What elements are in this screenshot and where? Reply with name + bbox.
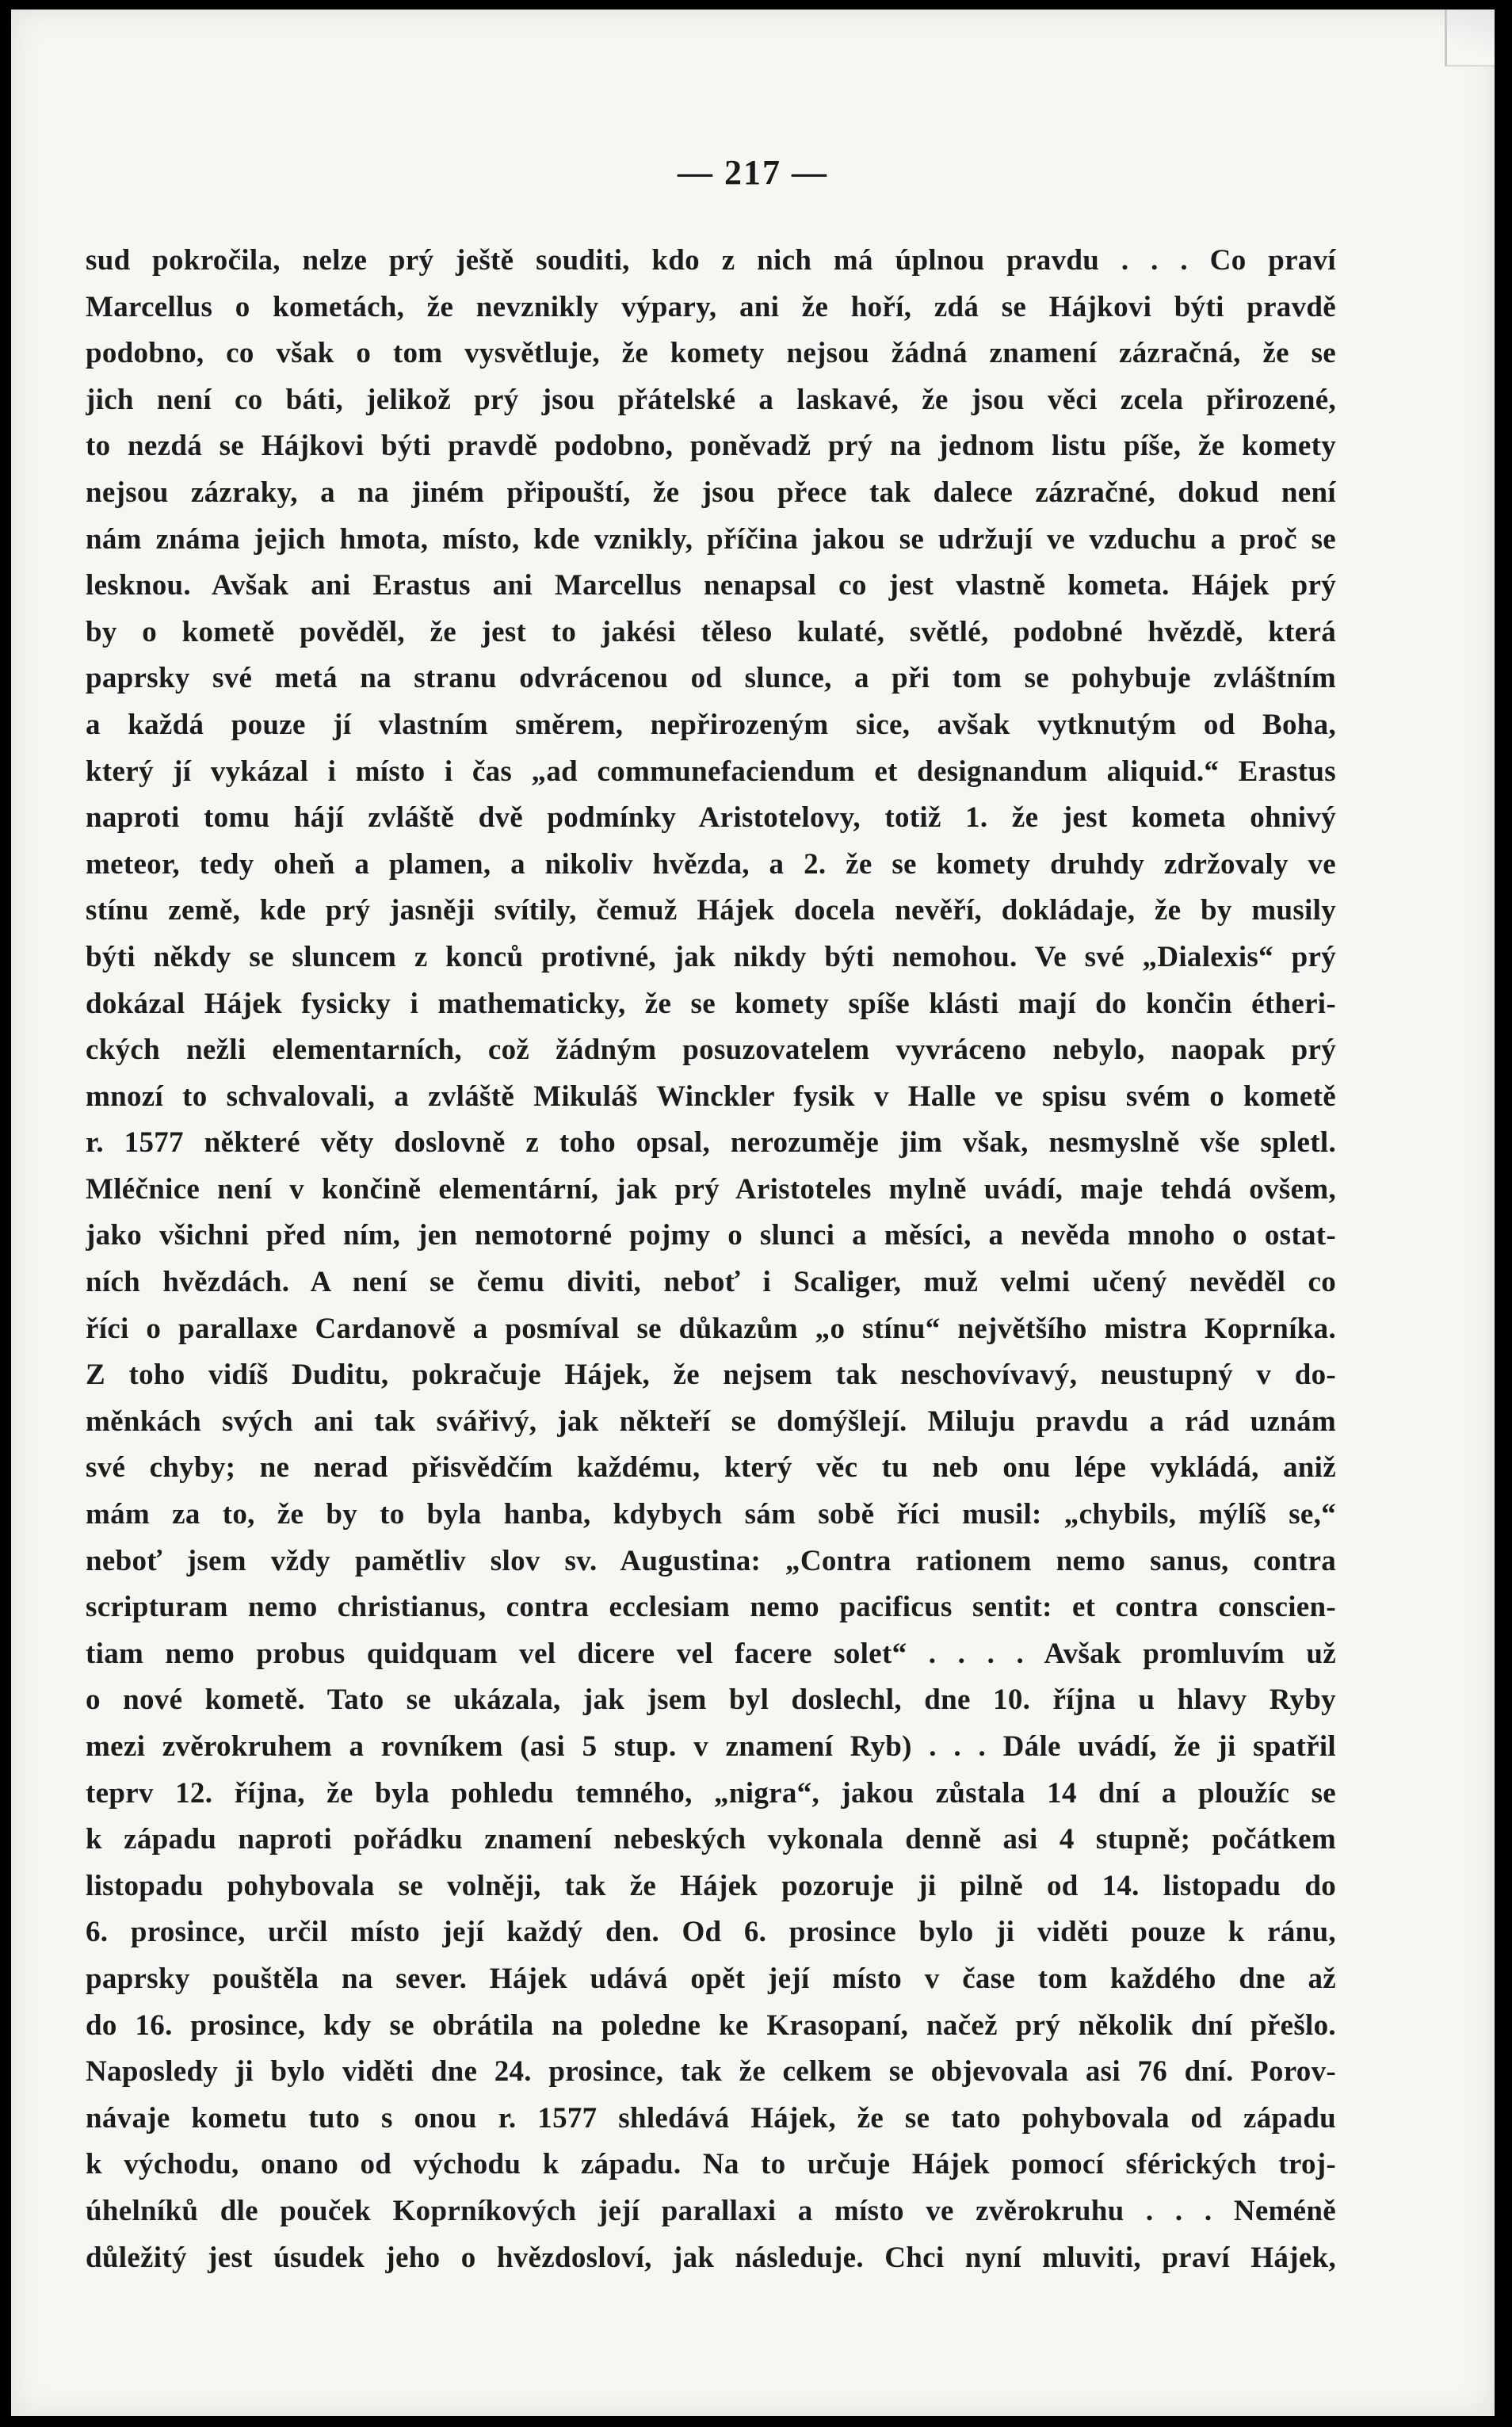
text-line: sud pokročila, nelze prý ještě souditi, kdo z nich má úplnou pravdu . . . Co praví — [86, 244, 1336, 277]
text-line: jich není co báti, jelikož prý jsou přátelské a laskavé, že jsou věci zcela přirozené, — [86, 383, 1336, 416]
scan-corner-mark — [1445, 10, 1495, 67]
text-line: mám za to, že by to byla hanba, kdybych sám sobě říci musil: „chybils, mýlíš se,“ — [86, 1498, 1336, 1531]
text-line: 6. prosince, určil místo její každý den. Od 6. prosince bylo ji viděti pouze k ránu, — [86, 1916, 1336, 1949]
text-line: Z toho vidíš Duditu, pokračuje Hájek, že nejsem tak neschovívavý, neustupný v do- — [86, 1359, 1336, 1392]
text-line: Naposledy ji bylo viděti dne 24. prosince, tak že celkem se objevovala asi 76 dní. Porov- — [86, 2055, 1336, 2089]
text-line: to nezdá se Hájkovi býti pravdě podobno, poněvadž prý na jednom listu píše, že komety — [86, 430, 1336, 463]
text-line: své chyby; ne nerad přisvědčím každému, který věc tu neb onu lépe vykládá, aniž — [86, 1451, 1336, 1485]
text-line: ckých nežli elementarních, což žádným posuzovatelem vyvráceno nebylo, naopak prý — [86, 1034, 1336, 1067]
text-line: mnozí to schvalovali, a zvláště Mikuláš Winckler fysik v Halle ve spisu svém o kometě — [86, 1080, 1336, 1113]
text-line: úhelníků dle pouček Koprníkových její parallaxi a místo ve zvěrokruhu . . . Neméně — [86, 2194, 1336, 2227]
text-line: který jí vykázal i místo i čas „ad communefaciendum et designandum aliquid.“ Erastus — [86, 755, 1336, 788]
text-line: býti někdy se sluncem z konců protivné, jak nikdy býti nemohou. Ve své „Dialexis“ prý — [86, 940, 1336, 973]
text-line: a každá pouze jí vlastním směrem, nepřirozeným sice, avšak vytknutým od Boha, — [86, 708, 1336, 741]
text-line: listopadu pohybovala se volněji, tak že Hájek pozoruje ji pilně od 14. listopadu do — [86, 1869, 1336, 1902]
text-line: stínu země, kde prý jasněji svítily, čemuž Hájek docela nevěří, dokládaje, že by musily — [86, 894, 1336, 927]
text-line: meteor, tedy oheň a plamen, a nikoliv hvězda, a 2. že se komety druhdy zdržovaly ve — [86, 847, 1336, 881]
text-line: k východu, onano od východu k západu. Na to určuje Hájek pomocí sférických troj- — [86, 2148, 1336, 2181]
page-number: — 217 — — [678, 153, 828, 192]
text-line: nám známa jejich hmota, místo, kde vznikly, příčina jakou se udržují ve vzduchu a proč se — [86, 522, 1336, 556]
text-line: Mléčnice není v končině elementární, jak prý Aristoteles mylně uvádí, maje tehdá ovšem, — [86, 1172, 1336, 1206]
text-line: návaje kometu tuto s onou r. 1577 shledává Hájek, že se tato pohybovala od západu — [86, 2101, 1336, 2135]
text-line: říci o parallaxe Cardanově a posmíval se důkazům „o stínu“ největšího mistra Koprníka. — [86, 1312, 1336, 1345]
text-line: scripturam nemo christianus, contra ecclesiam nemo pacificus sentit: et contra conscien- — [86, 1591, 1336, 1624]
text-line: o nové kometě. Tato se ukázala, jak jsem byl doslechl, dne 10. října u hlavy Ryby — [86, 1684, 1336, 1717]
text-line: ních hvězdách. A není se čemu diviti, neboť i Scaliger, muž velmi učený nevěděl co — [86, 1266, 1336, 1299]
body-text — [86, 238, 1336, 2281]
text-line: by o kometě pověděl, že jest to jakési těleso kulaté, světlé, podobné hvězdě, která — [86, 615, 1336, 648]
text-line: naproti tomu hájí zvláště dvě podmínky Aristotelovy, totiž 1. že jest kometa ohnivý — [86, 801, 1336, 835]
text-line: paprsky své metá na stranu odvrácenou od slunce, a při tom se pohybuje zvláštním — [86, 662, 1336, 695]
text-line: nejsou zázraky, a na jiném připouští, že jsou přece tak dalece zázračné, dokud není — [86, 476, 1336, 509]
text-line: dokázal Hájek fysicky i mathematicky, že se komety spíše klásti mají do končin étheri- — [86, 987, 1336, 1020]
text-line: Marcellus o kometách, že nevznikly výpary, ani že hoří, zdá se Hájkovi býti pravdě — [86, 290, 1336, 323]
text-line: neboť jsem vždy pamětliv slov sv. Augustina: „Contra rationem nemo sanus, contra — [86, 1544, 1336, 1577]
text-line: podobno, co však o tom vysvětluje, že komety nejsou žádná znamení zázračná, že se — [86, 337, 1336, 370]
text-line: jako všichni před ním, jen nemotorné pojmy o slunci a měsíci, a nevěda mnoho o ostat- — [86, 1219, 1336, 1252]
text-line: lesknou. Avšak ani Erastus ani Marcellus nenapsal co jest vlastně kometa. Hájek prý — [86, 569, 1336, 602]
text-line: mezi zvěrokruhem a rovníkem (asi 5 stup. v znamení Ryb) . . . Dále uvádí, že ji spatřil — [86, 1730, 1336, 1763]
book-page — [11, 10, 1495, 2416]
text-line: r. 1577 některé věty doslovně z toho opsal, nerozuměje jim však, nesmyslně vše spletl. — [86, 1126, 1336, 1160]
text-line: do 16. prosince, kdy se obrátila na poledne ke Krasopaní, načež prý několik dní přešlo. — [86, 2008, 1336, 2042]
text-line: měnkách svých ani tak svářivý, jak někteří se domýšlejí. Miluju pravdu a rád uznám — [86, 1405, 1336, 1438]
text-line: k západu naproti pořádku znamení nebeských vykonala denně asi 4 stupně; počátkem — [86, 1823, 1336, 1856]
text-line: paprsky pouštěla na sever. Hájek udává opět její místo v čase tom každého dne až — [86, 1962, 1336, 1995]
text-line: tiam nemo probus quidquam vel dicere vel facere solet“ . . . . Avšak promluvím už — [86, 1637, 1336, 1670]
text-line: teprv 12. října, že byla pohledu temného, „nigra“, jakou zůstala 14 dní a ploužíc se — [86, 1776, 1336, 1810]
text-line: důležitý jest úsudek jeho o hvězdosloví, jak následuje. Chci nyní mluviti, praví Hájek, — [86, 2241, 1336, 2274]
